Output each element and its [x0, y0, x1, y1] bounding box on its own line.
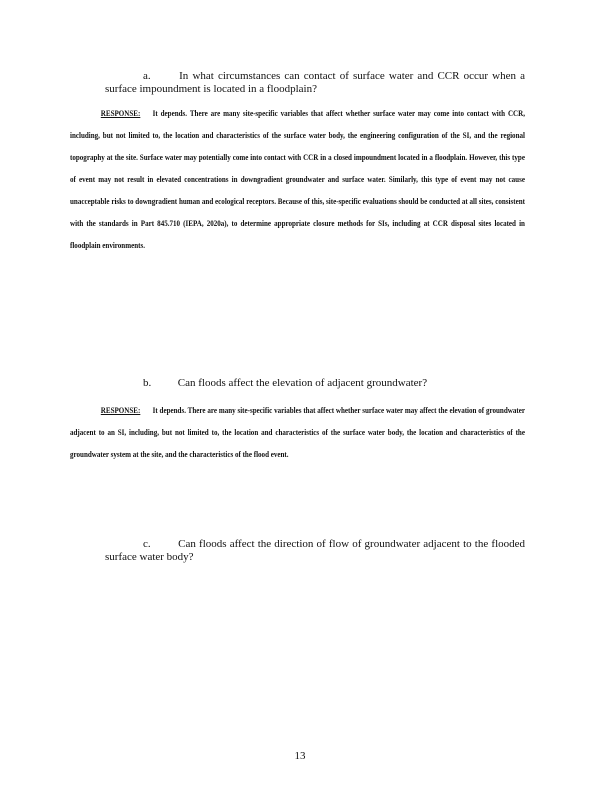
- response-a: [70, 103, 525, 257]
- question-a-label: a.: [143, 70, 151, 82]
- response-b-heading: RESPONSE:: [100, 406, 141, 415]
- question-c: [105, 538, 525, 564]
- question-a-text: In what circumstances can contact of surface water and CCR occur when a surface impoundment is located in a floodplain?: [105, 70, 526, 95]
- question-c-label: c.: [143, 538, 151, 550]
- question-c-text: Can floods affect the direction of flow of groundwater adjacent to the flooded surface water body?: [105, 538, 526, 563]
- response-a-heading: RESPONSE:: [100, 109, 141, 118]
- question-a: [105, 70, 525, 96]
- question-b-text: Can floods affect the elevation of adjacent groundwater?: [177, 377, 428, 389]
- response-b: [70, 400, 525, 466]
- response-b-text: It depends. There are many site-specific variables that affect whether surface water may affect the elevation of groundwater adjacent to an SI, including, but not limited to, the location and characteristics of the surface water body, the location and characteristics of the groundwater system at the site, and the characteristics of the flood event.: [70, 406, 525, 459]
- question-b-label: b.: [143, 377, 152, 389]
- question-b: [105, 377, 525, 390]
- page-number: 13: [294, 750, 306, 762]
- response-a-text: It depends. There are many site-specific variables that affect whether surface water may come into contact with CCR, including, but not limited to, the location and characteristics of the surface water body, the engineering configuration of the SI, and the regional topography at the site. Surface water may potentially come into contact with CCR in a closed impoundment located in a floodplain. However, this type of event may not result in elevated concentrations in downgradient groundwater and surface water. Similarly, this type of event may not cause unacceptable risks to downgradient human and ecological receptors. Because of this, site-specific evaluations should be conducted at all sites, consistent with the standards in Part 845.710 (IEPA, 2020a), to determine appropriate closure methods for SIs, including at CCR disposal sites located in floodplain environments.: [70, 109, 525, 250]
